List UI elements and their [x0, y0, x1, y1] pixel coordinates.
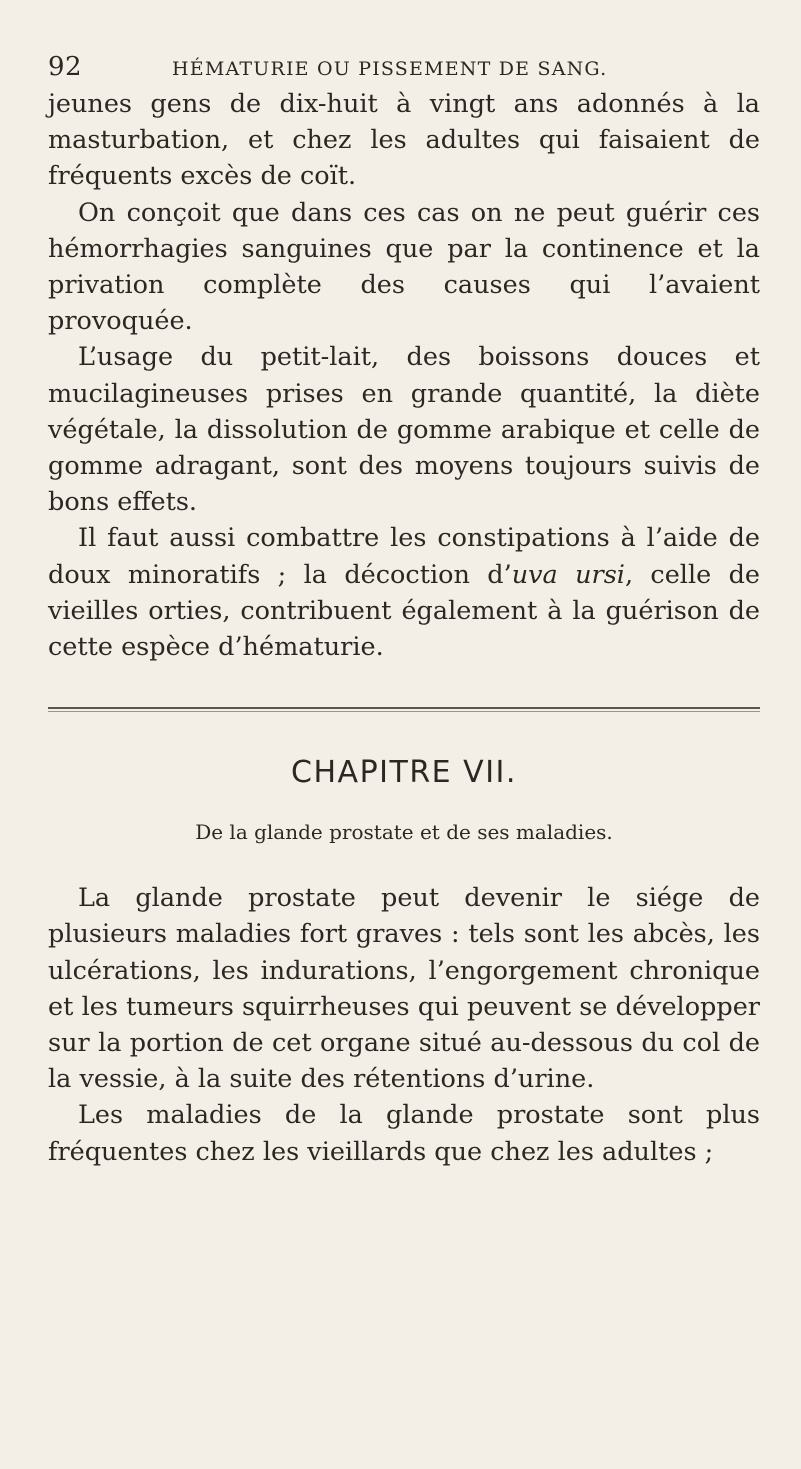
chapter-heading: CHAPITRE VII.: [291, 755, 517, 791]
paragraph-continence: On conçoit que dans ces cas on ne peut guérir ces hémorrhagies sanguines que par la continence et la privation complète des causes qui l’avaient provoquée.: [48, 197, 760, 337]
page-number: 92: [48, 52, 83, 82]
paragraph-continuation: jeunes gens de dix-huit à vingt ans adonnés à la masturbation, et chez les adultes qui faisaient de fréquents excès de coït.: [48, 89, 760, 192]
section-divider: [48, 707, 760, 709]
uva-text-after: , celle de vieilles orties, contribuent également à la guérison de cette espèce d’hématurie.: [48, 559, 760, 663]
chapter-subtitle: De la glande prostate et de ses maladies.: [195, 820, 613, 845]
book-page: [48, 52, 760, 1170]
paragraph-prostate-diseases: La glande prostate peut devenir le siége de plusieurs maladies fort graves : tels sont les abcès, les ulcérations, les indurations, l’engorgement chronique et les tumeurs squirrheuses qui peuvent se développer sur la portion de cet organe situé au-dessous du col de la vessie, à la suite des rétentions d’urine.: [48, 883, 760, 1095]
paragraph-remedies: L’usage du petit-lait, des boissons douces et mucilagineuses prises en grande quantité, la diète végétale, la dissolution de gomme arabique et celle de gomme adragant, sont des moyens toujours suivis de bons effets.: [48, 342, 760, 518]
paragraph-prostate-frequency: Les maladies de la glande prostate sont plus fréquentes chez les vieillards que chez les adultes ;: [48, 1100, 760, 1167]
uva-ursi-italic: uva ursi: [511, 559, 625, 590]
uva-text-before: Il faut aussi combattre les constipations à l’aide de doux minoratifs ; la décoction d’: [48, 523, 760, 590]
paragraph-constipation: [48, 520, 760, 665]
running-header: [48, 52, 760, 86]
running-title: HÉMATURIE OU PISSEMENT DE SANG.: [172, 58, 608, 80]
